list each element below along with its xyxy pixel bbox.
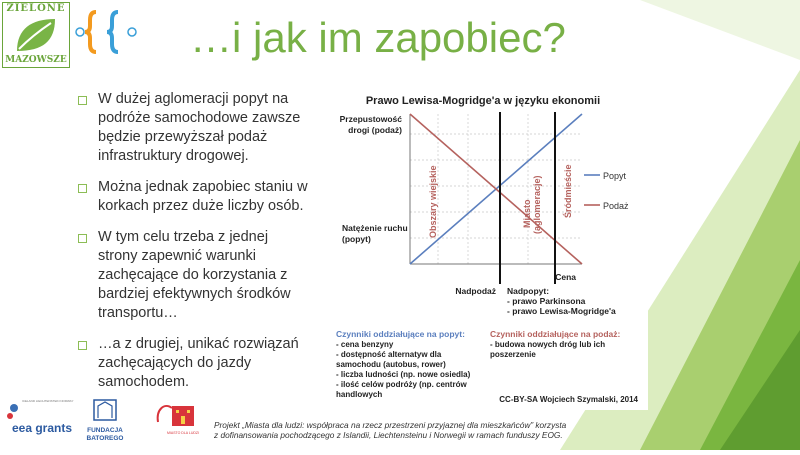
nadpopyt-item-2: - prawo Lewisa-Mogridge'a: [507, 306, 616, 316]
logo-text-top: ZIELONE: [6, 3, 66, 14]
bullet-text: W tym celu trzeba z jednej strony zapewnić warunki zachęcające do korzystania z bardziej efektywnych środków transportu…: [98, 229, 291, 321]
batory-line1: FUNDACJA: [87, 427, 123, 434]
batory-logo: [87, 400, 124, 442]
zone-label-center: Śródmieście: [563, 164, 573, 218]
chart-title: Prawo Lewisa-Mogridge'a w języku ekonomii: [365, 95, 601, 107]
y-bottom-label-2: (popyt): [342, 234, 371, 244]
y-top-label-1: Przepustowość: [339, 114, 402, 124]
logo-text-bottom: MAZOWSZE: [5, 55, 67, 65]
footer-line-1: Projekt „Miasta dla ludzi: współpraca na rzecz przestrzeni przyjaznej dla mieszkańców” korzysta: [214, 420, 567, 430]
legend-popyt: Popyt: [603, 171, 627, 181]
bullet-text: …a z drugiej, unikać rozwiązań zachęcających do jazdy samochodem.: [98, 336, 299, 390]
bullet-square-icon: [78, 234, 87, 243]
bullet-item: [78, 335, 310, 392]
bullet-item: [78, 228, 310, 323]
bullet-item: [78, 90, 310, 166]
zone-label-city-2: (aglomeracje): [532, 175, 542, 234]
x-axis-label: Cena: [555, 272, 576, 282]
demand-factor-2: - dostępność alternatyw dla: [336, 350, 442, 359]
bullet-text: W dużej aglomeracji popyt na podróże samochodowe zawsze będzie przewyższał podaż infrastruktury drogowej.: [98, 91, 301, 164]
bullet-square-icon: [78, 96, 87, 105]
zone-label-rural: Obszary wiejskie: [428, 165, 438, 238]
slide-title: …i jak im zapobiec?: [190, 14, 566, 61]
chart-credit: CC-BY-SA Wojciech Szymalski, 2014: [499, 395, 638, 404]
bullet-text: Można jednak zapobiec staniu w korkach przez duże liczby osób.: [98, 179, 308, 214]
braces-logo-icon: [72, 6, 142, 58]
bullet-square-icon: [78, 341, 87, 350]
eea-grants-logo: [7, 399, 73, 435]
demand-factor-1: - cena benzyny: [336, 340, 394, 349]
nadpopyt-item-1: - prawo Parkinsona: [507, 296, 586, 306]
nadpodaz-label: Nadpodaż: [455, 286, 496, 296]
bullet-list: [78, 90, 310, 404]
zielone-mazowsze-logo: [2, 2, 70, 68]
y-bottom-label-1: Natężenie ruchu: [342, 223, 408, 233]
lewis-mogridge-chart: [318, 88, 648, 410]
demand-factor-3: samochodu (autobus, rower): [336, 360, 446, 369]
y-top-label-2: drogi (podaż): [348, 125, 402, 135]
eea-small-text: ICELAND LIECHTENSTEIN NORWAY: [22, 399, 74, 403]
city-project-logo: [158, 406, 199, 435]
zone-label-city-1: Miasto: [522, 199, 532, 228]
footer-project-text: [214, 420, 634, 440]
legend-podaz: Podaż: [603, 201, 629, 211]
demand-factor-6: handlowych: [336, 390, 383, 399]
supply-factor-1: - budowa nowych dróg lub ich: [490, 340, 606, 349]
demand-factor-4: - liczba ludności (np. nowe osiedla): [336, 370, 471, 379]
eea-text: eea grants: [12, 421, 73, 435]
sponsor-logos: [0, 392, 210, 450]
supply-factor-2: poszerzenie: [490, 350, 536, 359]
bullet-square-icon: [78, 184, 87, 193]
bullet-item: [78, 178, 310, 216]
demand-factor-5: - ilość celów podróży (np. centrów: [336, 380, 467, 389]
leaf-icon: [13, 15, 59, 55]
demand-factors-title: Czynniki oddziałujące na popyt:: [336, 329, 465, 339]
nadpopyt-label: Nadpopyt:: [507, 286, 550, 296]
supply-factors-title: Czynniki oddziałujące na podaż:: [490, 329, 621, 339]
footer-line-2: z dofinansowania pochodzącego z Islandii, Liechtensteinu i Norwegii w ramach funduszy EOG.: [214, 430, 563, 440]
batory-line2: BATOREGO: [86, 435, 124, 442]
city-logo-small-text: MIASTO DLA LUDZI: [166, 431, 200, 435]
